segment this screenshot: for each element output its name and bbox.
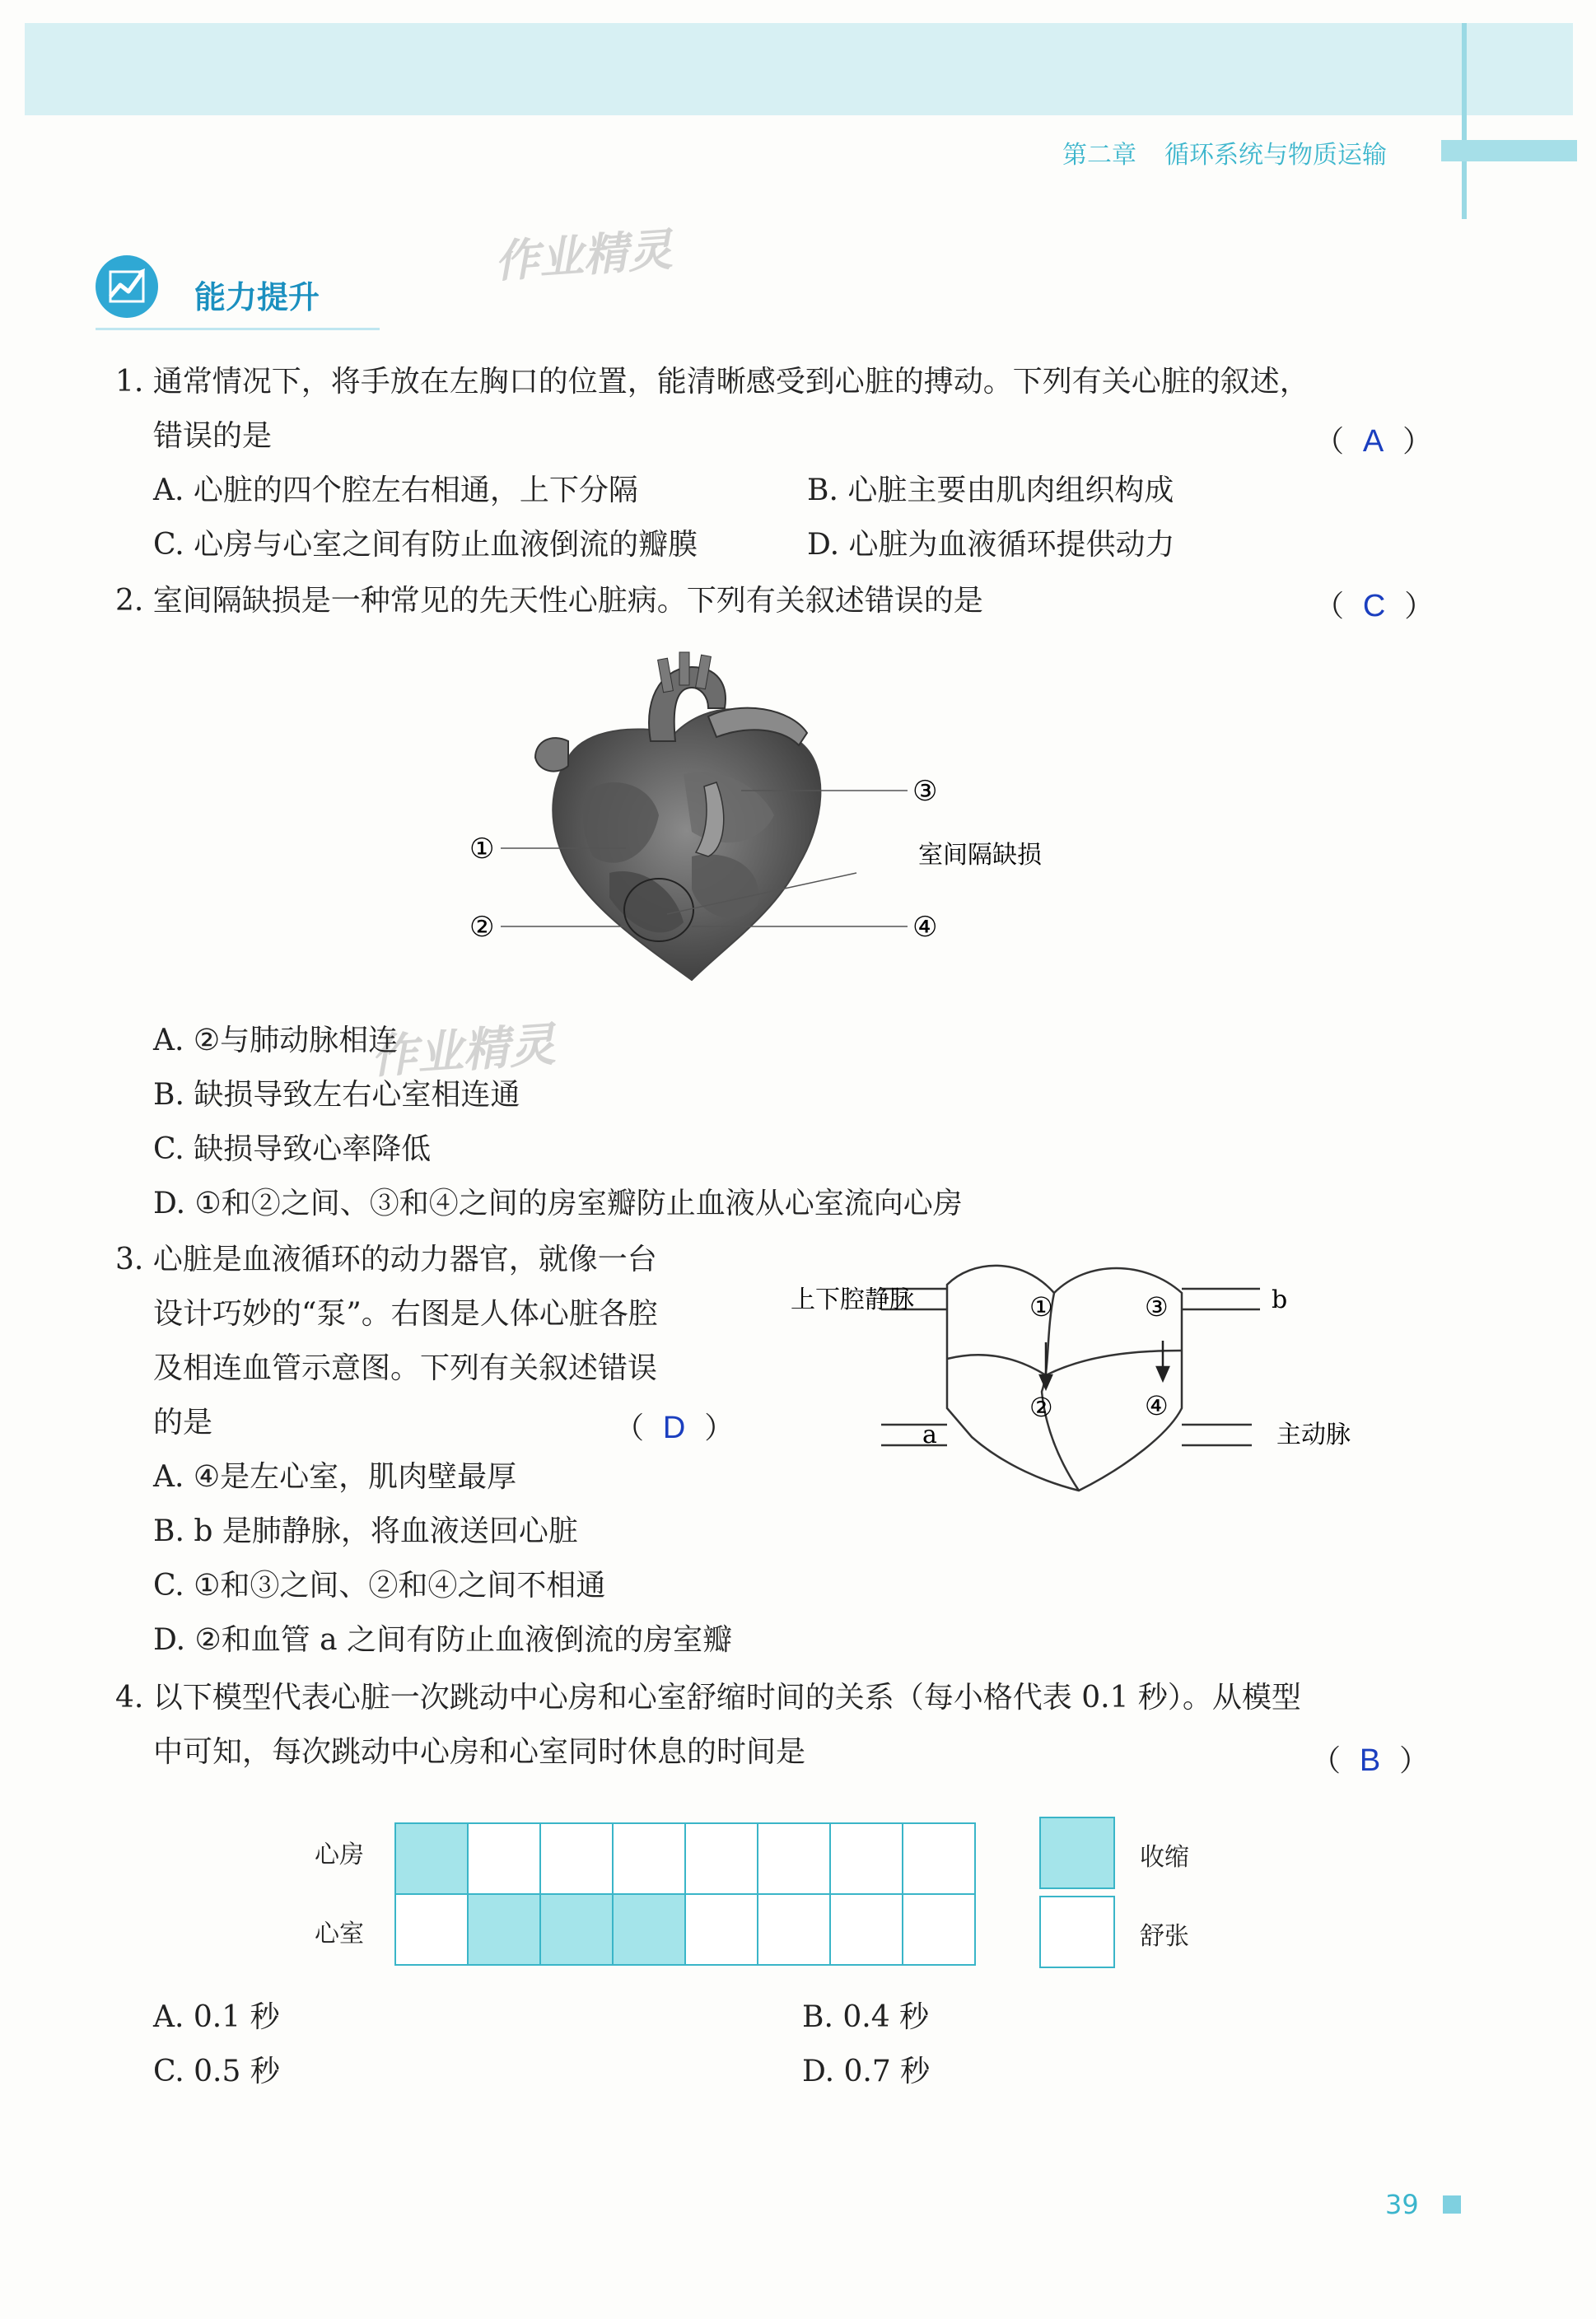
grid-row-label-ventricle: 心室 — [315, 1920, 364, 1948]
schematic-label-vena-cava: 上下腔静脉 — [791, 1285, 914, 1314]
ventricle-cell — [903, 1894, 975, 1965]
schematic-label-aorta: 主动脉 — [1276, 1421, 1351, 1449]
q3-answer-slot: （ D ） — [614, 1411, 735, 1445]
q3-stem-line3: 及相连血管示意图。下列有关叙述错误 — [153, 1351, 658, 1385]
schematic-label-1: ① — [1029, 1291, 1053, 1323]
ventricle-cell — [758, 1894, 830, 1965]
q1-answer: A — [1362, 424, 1384, 459]
atrium-cell — [903, 1823, 975, 1894]
atrium-cell — [395, 1823, 468, 1894]
q4-answer-slot: （ B ） — [1311, 1743, 1430, 1778]
section-underline — [96, 328, 380, 330]
q2-answer: C — [1362, 589, 1386, 623]
heart-schematic-figure — [782, 1252, 1392, 1507]
q3-answer: D — [662, 1411, 686, 1445]
ventricle-cell — [395, 1894, 468, 1965]
heart-label-2: ② — [469, 911, 495, 944]
atrium-cell — [468, 1823, 540, 1894]
chapter-bar — [1441, 140, 1577, 161]
atrium-cell — [830, 1823, 903, 1894]
q4-stem-line2: 中可知，每次跳动中心房和心室同时休息的时间是 — [153, 1735, 806, 1769]
q4-answer: B — [1359, 1743, 1381, 1778]
q3-option-b: B. b 是肺静脉，将血液送回心脏 — [153, 1514, 578, 1548]
schematic-label-b: b — [1272, 1285, 1288, 1314]
trend-chart-icon — [96, 255, 158, 318]
q2-option-c: C. 缺损导致心率降低 — [153, 1132, 432, 1166]
q2-option-d: D. ①和②之间、③和④之间的房室瓣防止血液从心室流向心房 — [153, 1187, 963, 1220]
q3-stem-line4: 的是 — [153, 1406, 213, 1439]
q2-stem: 2. 室间隔缺损是一种常见的先天性心脏病。下列有关叙述错误的是 — [115, 584, 983, 618]
q4-option-d: D. 0.7 秒 — [802, 2055, 931, 2088]
section-title: 能力提升 — [194, 279, 320, 315]
grid-row-label-atrium: 心房 — [315, 1841, 364, 1869]
chapter-title: 循环系统与物质运输 — [1164, 141, 1387, 170]
q1-stem-line2: 错误的是 — [153, 419, 273, 453]
atrium-cell — [758, 1823, 830, 1894]
q3-stem-line2: 设计巧妙的“泵”。右图是人体心脏各腔 — [153, 1297, 658, 1331]
q2-option-b: B. 缺损导致左右心室相连通 — [153, 1078, 520, 1112]
header-divider — [1462, 23, 1467, 219]
q1-option-a: A. 心脏的四个腔左右相通，上下分隔 — [153, 474, 638, 507]
ventricle-cell — [685, 1894, 758, 1965]
q2-answer-slot: （ C ） — [1314, 589, 1435, 623]
legend-swatch-contract — [1039, 1817, 1115, 1889]
legend-label-relax: 舒张 — [1140, 1922, 1189, 1951]
ventricle-cell — [540, 1894, 613, 1965]
schematic-label-3: ③ — [1145, 1291, 1169, 1323]
q4-stem-line1: 4. 以下模型代表心脏一次跳动中心房和心室舒缩时间的关系（每小格代表 0.1 秒）。从模型 — [115, 1681, 1301, 1715]
ventricle-cell — [468, 1894, 540, 1965]
watermark: 作业精灵 — [492, 223, 674, 288]
q3-option-d: D. ②和血管 a 之间有防止血液倒流的房室瓣 — [153, 1623, 733, 1657]
q1-option-c: C. 心房与心室之间有防止血液倒流的瓣膜 — [153, 528, 698, 562]
heart-cross-section-figure — [445, 651, 1104, 1005]
q1-stem-line1: 1. 通常情况下，将手放在左胸口的位置，能清晰感受到心脏的搏动。下列有关心脏的叙述， — [115, 365, 1309, 399]
atrium-cell — [685, 1823, 758, 1894]
q4-option-c: C. 0.5 秒 — [153, 2055, 280, 2088]
chapter-number: 第二章 — [1062, 141, 1136, 170]
heart-label-3: ③ — [912, 775, 938, 808]
page-marker — [1443, 2195, 1461, 2214]
heart-label-4: ④ — [912, 911, 938, 944]
timing-grid — [394, 1822, 983, 1967]
header-band — [25, 23, 1573, 115]
watermark-2: 作业精灵 — [369, 1018, 558, 1085]
page-number: 39 — [1385, 2189, 1419, 2220]
q4-option-a: A. 0.1 秒 — [153, 2000, 280, 2034]
heart-label-defect: 室间隔缺损 — [918, 841, 1042, 870]
schematic-label-a: a — [922, 1421, 937, 1449]
q4-option-b: B. 0.4 秒 — [802, 2000, 930, 2034]
chapter-header — [1062, 134, 1387, 170]
q3-stem-line1: 3. 心脏是血液循环的动力器官，就像一台 — [115, 1243, 657, 1276]
q1-option-b: B. 心脏主要由肌肉组织构成 — [807, 474, 1174, 507]
schematic-label-4: ④ — [1145, 1390, 1169, 1421]
ventricle-cell — [613, 1894, 685, 1965]
schematic-label-2: ② — [1029, 1392, 1053, 1423]
heart-label-1: ① — [469, 833, 495, 866]
atrium-cell — [613, 1823, 685, 1894]
legend-swatch-relax — [1039, 1896, 1115, 1968]
q1-answer-slot: （ A ） — [1314, 424, 1433, 459]
q3-option-a: A. ④是左心室，肌肉壁最厚 — [153, 1460, 517, 1494]
atrium-cell — [540, 1823, 613, 1894]
ventricle-cell — [830, 1894, 903, 1965]
q1-option-d: D. 心脏为血液循环提供动力 — [807, 528, 1175, 562]
legend-label-contract: 收缩 — [1140, 1843, 1189, 1872]
q3-option-c: C. ①和③之间、②和④之间不相通 — [153, 1569, 606, 1603]
q2-option-a: A. ②与肺动脉相连 — [153, 1024, 399, 1057]
